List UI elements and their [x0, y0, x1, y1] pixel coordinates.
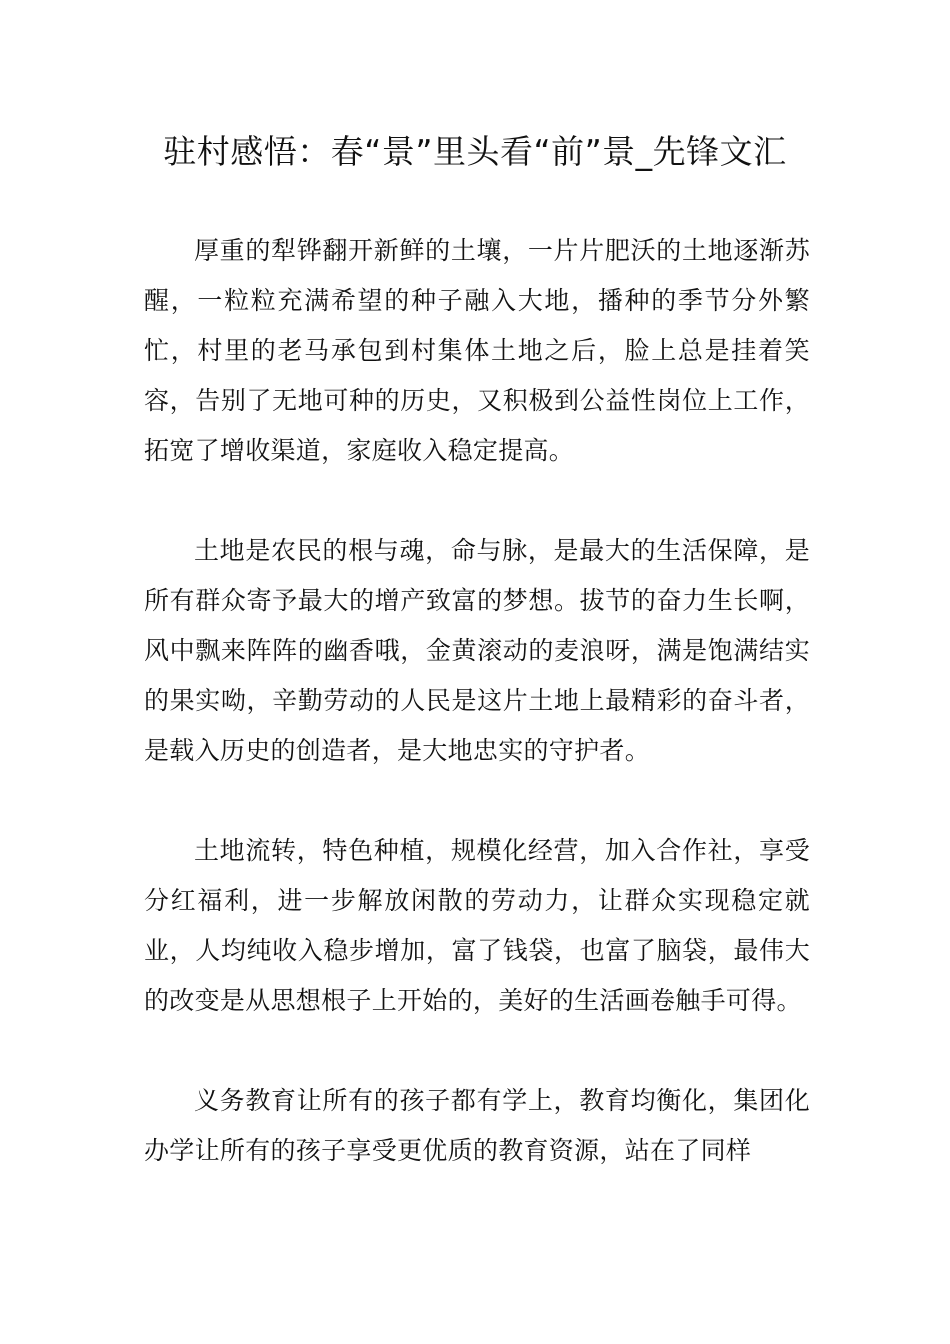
paragraph: 义务教育让所有的孩子都有学上，教育均衡化，集团化办学让所有的孩子享受更优质的教育资源，站在了同样	[144, 1086, 810, 1165]
document-body	[144, 226, 810, 1226]
paragraph: 土地是农民的根与魂，命与脉，是最大的生活保障，是所有群众寄予最大的增产致富的梦想。拔节的奋力生长啊，风中飘来阵阵的幽香哦，金黄滚动的麦浪呀，满是饱满结实的果实呦，辛勤劳动的人民是这片土地上最精彩的奋斗者，是载入历史的创造者，是大地忠实的守护者。	[144, 536, 810, 765]
paragraph: 土地流转，特色种植，规模化经营，加入合作社，享受分红福利，进一步解放闲散的劳动力，让群众实现稳定就业，人均纯收入稳步增加，富了钱袋，也富了脑袋，最伟大的改变是从思想根子上开始的，美好的生活画卷触手可得。	[144, 836, 810, 1015]
document-title: 驻村感悟：春“景”里头看“前”景_先锋文汇	[163, 132, 787, 171]
paragraph: 厚重的犁铧翻开新鲜的土壤，一片片肥沃的土地逐渐苏醒，一粒粒充满希望的种子融入大地，播种的季节分外繁忙，村里的老马承包到村集体土地之后，脸上总是挂着笑容，告别了无地可种的历史，又积极到公益性岗位上工作，拓宽了增收渠道，家庭收入稳定提高。	[144, 236, 810, 465]
